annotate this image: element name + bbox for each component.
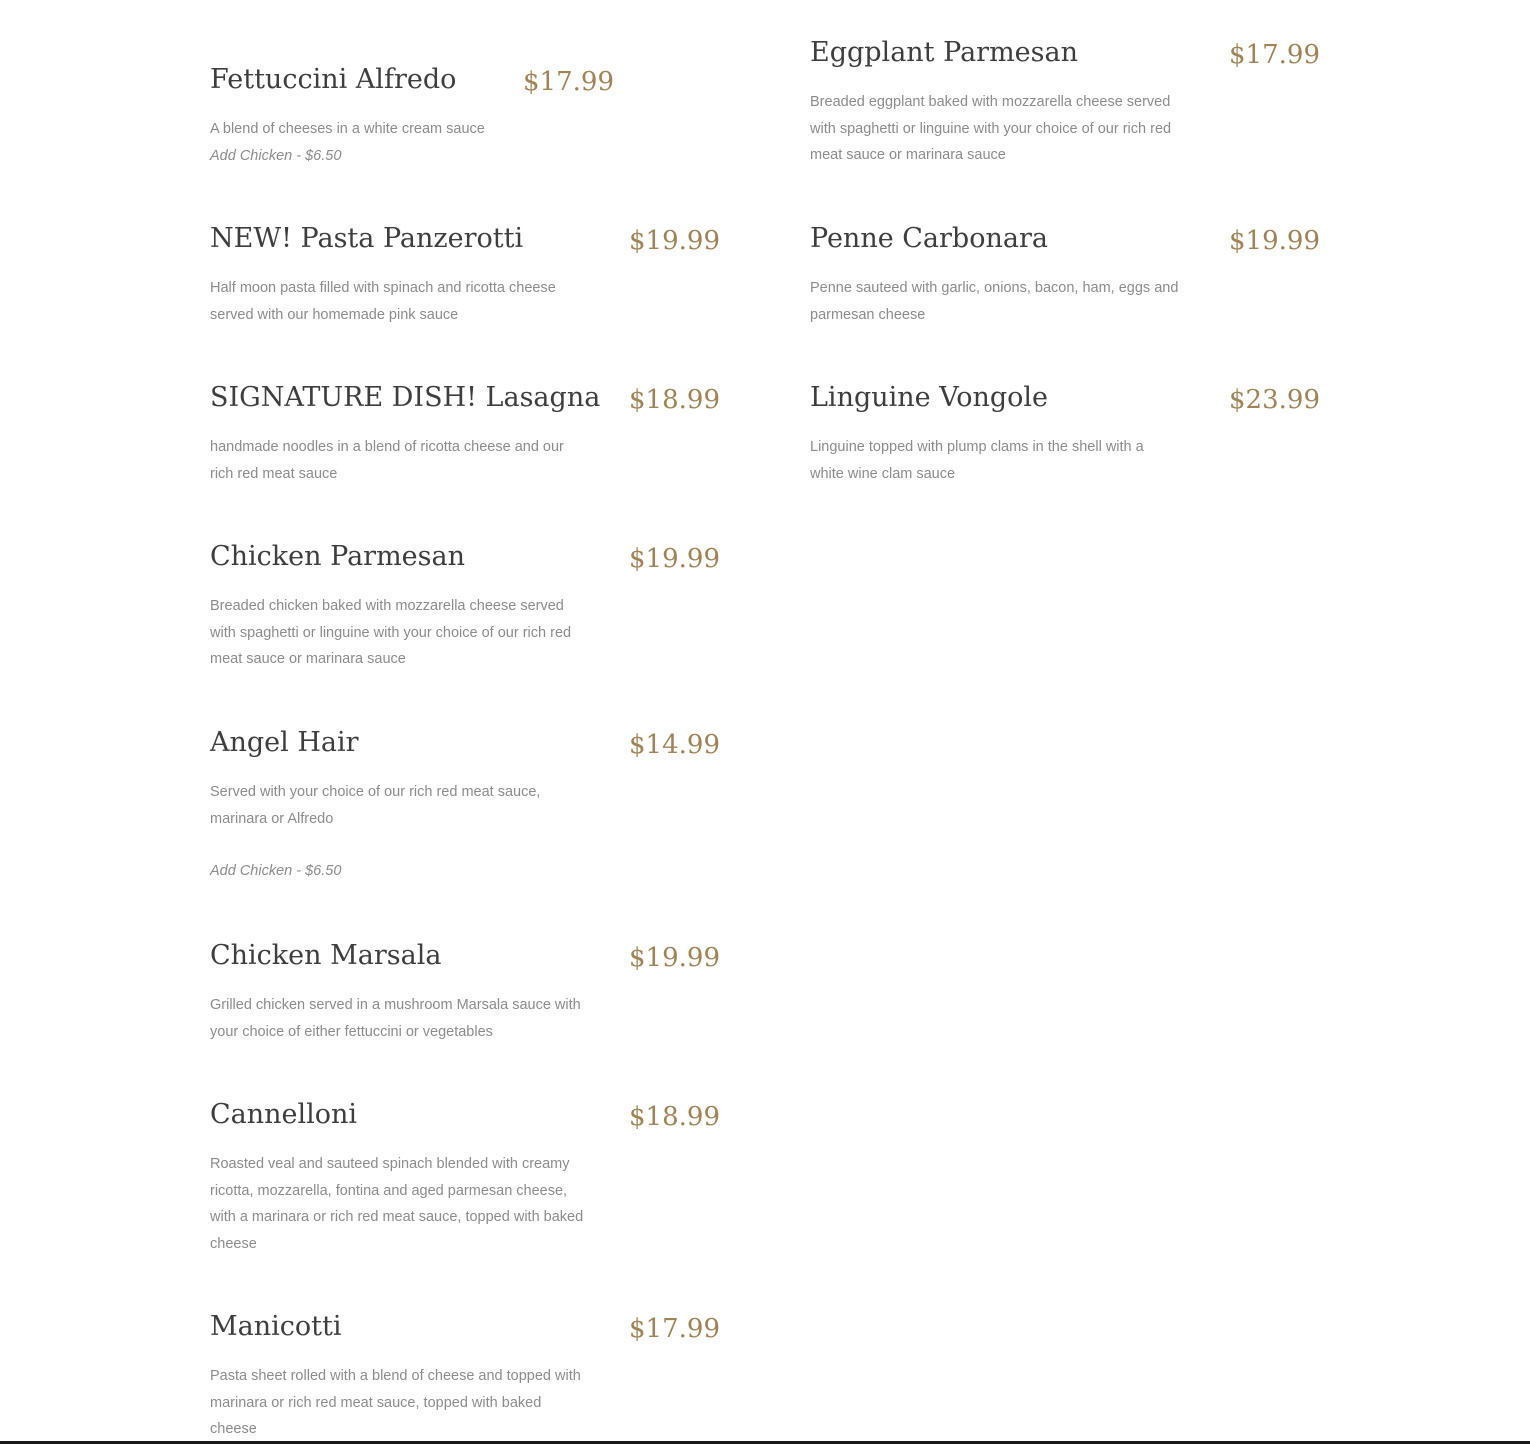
menu-item-description (210, 992, 590, 1045)
menu-item-price: $19.99 (629, 226, 720, 256)
menu-item-name: Linguine Vongole (810, 382, 1049, 413)
menu-item-chicken-marsala (210, 940, 720, 1050)
description-text: Linguine topped with plump clams in the shell with a white wine clam sauce (810, 439, 1144, 482)
addon-text: Add Chicken - $6.50 (210, 863, 342, 880)
menu-item-name: Chicken Marsala (210, 940, 442, 971)
description-text: handmade noodles in a blend of ricotta cheese and our rich red meat sauce (210, 439, 564, 482)
addon-text: Add Chicken - $6.50 (210, 147, 342, 164)
menu-item-description (210, 275, 590, 328)
menu-item-name: NEW! Pasta Panzerotti (210, 223, 524, 254)
menu-item-description (210, 1363, 590, 1443)
menu-item-price: $18.99 (629, 1102, 720, 1132)
menu-item-name: SIGNATURE DISH! Lasagna (210, 382, 601, 413)
description-text: Breaded chicken baked with mozzarella cheese served with spaghetti or linguine with your choice of our rich red meat sauce or marinara sauce (210, 598, 572, 668)
description-text: Grilled chicken served in a mushroom Marsala sauce with your choice of either fettuccini or vegetables (210, 997, 581, 1040)
menu-item-angel-hair (210, 727, 720, 887)
description-text: A blend of cheeses in a white cream sauce (210, 121, 485, 137)
menu-item-description (210, 116, 520, 169)
menu-item-price: $17.99 (523, 67, 614, 97)
menu-item-price: $19.99 (629, 943, 720, 973)
menu-item-linguine-vongole (810, 382, 1320, 492)
menu-item-price: $19.99 (1229, 226, 1320, 256)
menu-item-description (210, 779, 590, 885)
menu-item-penne-carbonara (810, 223, 1320, 333)
menu-item-name: Cannelloni (210, 1099, 358, 1130)
menu-item-name: Angel Hair (210, 727, 359, 758)
menu-item-fettuccini-alfredo (210, 64, 614, 174)
menu-item-price: $23.99 (1229, 385, 1320, 415)
menu-item-manicotti (210, 1311, 720, 1439)
menu-item-description (810, 89, 1190, 169)
menu-item-price: $19.99 (629, 544, 720, 574)
menu-item-name: Fettuccini Alfredo (210, 64, 457, 95)
menu-item-description (210, 434, 590, 487)
description-text: Pasta sheet rolled with a blend of cheese and topped with marinara or rich red meat sauce, topped with baked cheese (210, 1368, 581, 1438)
menu-item-name: Penne Carbonara (810, 223, 1048, 254)
description-text: Half moon pasta filled with spinach and ricotta cheese served with our homemade pink sauce (210, 280, 556, 323)
menu-item-name: Chicken Parmesan (210, 541, 465, 572)
menu-item-price: $14.99 (629, 730, 720, 760)
menu-item-description (810, 275, 1190, 328)
menu-item-description (210, 1151, 590, 1258)
menu-item-chicken-parmesan (210, 541, 720, 671)
menu-item-description (810, 434, 1170, 487)
menu-item-price: $17.99 (629, 1314, 720, 1344)
description-text: Penne sauteed with garlic, onions, bacon, ham, eggs and parmesan cheese (810, 280, 1179, 323)
menu-item-pasta-panzerotti (210, 223, 720, 333)
description-text: Served with your choice of our rich red meat sauce, marinara or Alfredo (210, 784, 541, 827)
menu-item-price: $18.99 (629, 385, 720, 415)
menu-item-name: Manicotti (210, 1311, 342, 1342)
menu-item-description (210, 593, 590, 673)
menu-item-name: Eggplant Parmesan (810, 37, 1078, 68)
menu-item-price: $17.99 (1229, 40, 1320, 70)
menu-item-cannelloni (210, 1099, 720, 1259)
menu-item-lasagna (210, 382, 720, 492)
description-text: Breaded eggplant baked with mozzarella cheese served with spaghetti or linguine with your choice of our rich red meat sauce or marinara sauce (810, 94, 1172, 164)
menu-item-eggplant-parmesan (810, 37, 1320, 167)
description-text: Roasted veal and sauteed spinach blended with creamy ricotta, mozzarella, fontina and aged parmesan cheese, with a marinara or rich red meat sauce, topped with baked cheese (210, 1156, 584, 1253)
